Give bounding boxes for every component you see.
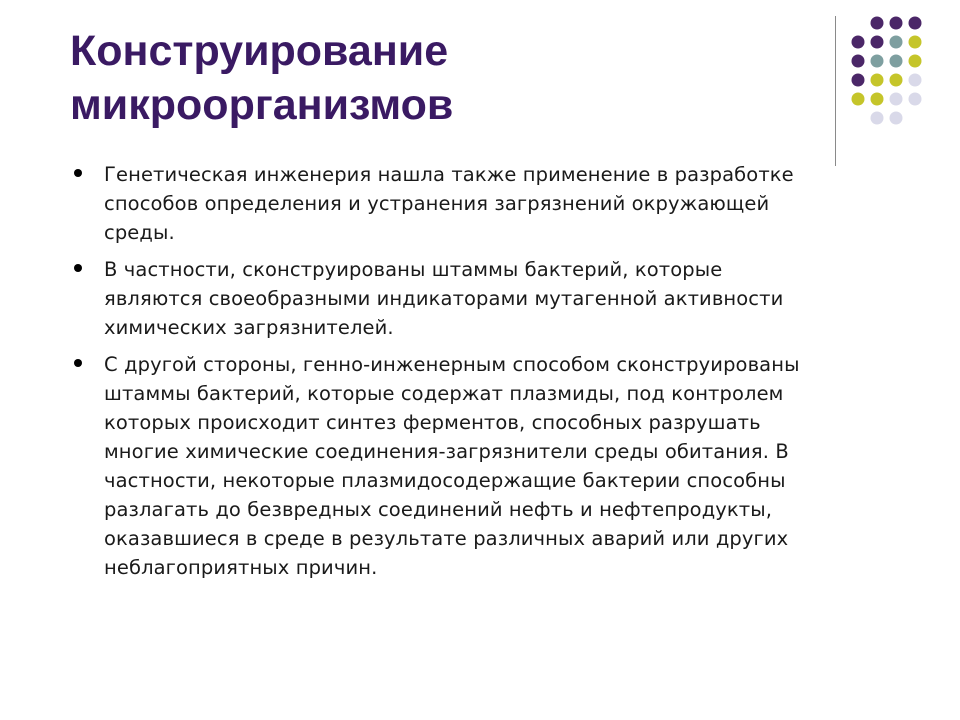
decorative-dot	[852, 36, 865, 49]
decorative-dot	[890, 93, 903, 106]
bullet-line: оказавшиеся в среде в результате различных аварий или других	[104, 527, 789, 550]
decorative-dot	[890, 74, 903, 87]
bullet-line: среды.	[104, 221, 175, 244]
decorative-dot	[909, 93, 922, 106]
bullet-line: многие химические соединения-загрязнители среды обитания. В	[104, 440, 789, 463]
decorative-dot	[909, 17, 922, 30]
bullet-line: химических загрязнителей.	[104, 316, 394, 339]
bullet-line: В частности, сконструированы штаммы бактерий, которые	[104, 258, 723, 281]
decorative-dot	[871, 55, 884, 68]
decorative-dot	[852, 55, 865, 68]
bullet-item	[70, 255, 870, 342]
bullet-line: Генетическая инженерия нашла также применение в разработке	[104, 163, 794, 186]
decorative-dot	[890, 112, 903, 125]
bullet-text	[104, 255, 870, 342]
bullet-line: разлагать до безвредных соединений нефть и нефтепродукты,	[104, 498, 773, 521]
bullet-dot-icon	[74, 169, 82, 177]
decorative-dot	[852, 93, 865, 106]
bullet-line: С другой стороны, генно-инженерным способом сконструированы	[104, 353, 800, 376]
bullet-line: частности, некоторые плазмидосодержащие бактерии способны	[104, 469, 786, 492]
decorative-dot	[890, 17, 903, 30]
decorative-dot	[909, 74, 922, 87]
bullet-line: штаммы бактерий, которые содержат плазмиды, под контролем	[104, 382, 784, 405]
bullet-text	[104, 160, 870, 247]
bullet-text	[104, 350, 870, 582]
decorative-dot	[871, 36, 884, 49]
bullet-list	[70, 160, 870, 590]
decorative-dot	[909, 36, 922, 49]
slide-title-line-2: микроорганизмов	[70, 81, 454, 129]
slide-title-line-1: Конструирование	[70, 27, 449, 75]
decorative-dot	[871, 93, 884, 106]
decorative-dot	[871, 17, 884, 30]
decorative-dot	[909, 55, 922, 68]
bullet-dot-icon	[74, 264, 82, 272]
bullet-dot-icon	[74, 359, 82, 367]
decorative-vertical-line	[835, 16, 836, 166]
bullet-line: неблагоприятных причин.	[104, 556, 378, 579]
bullet-item	[70, 350, 870, 582]
bullet-line: которых происходит синтез ферментов, способных разрушать	[104, 411, 761, 434]
bullet-item	[70, 160, 870, 247]
decorative-dot	[890, 36, 903, 49]
bullet-line: являются своеобразными индикаторами мутагенной активности	[104, 287, 784, 310]
decorative-dot	[871, 112, 884, 125]
slide-title	[70, 24, 810, 132]
decorative-dot	[871, 74, 884, 87]
decorative-dot	[852, 74, 865, 87]
decorative-dot	[890, 55, 903, 68]
bullet-line: способов определения и устранения загрязнений окружающей	[104, 192, 770, 215]
